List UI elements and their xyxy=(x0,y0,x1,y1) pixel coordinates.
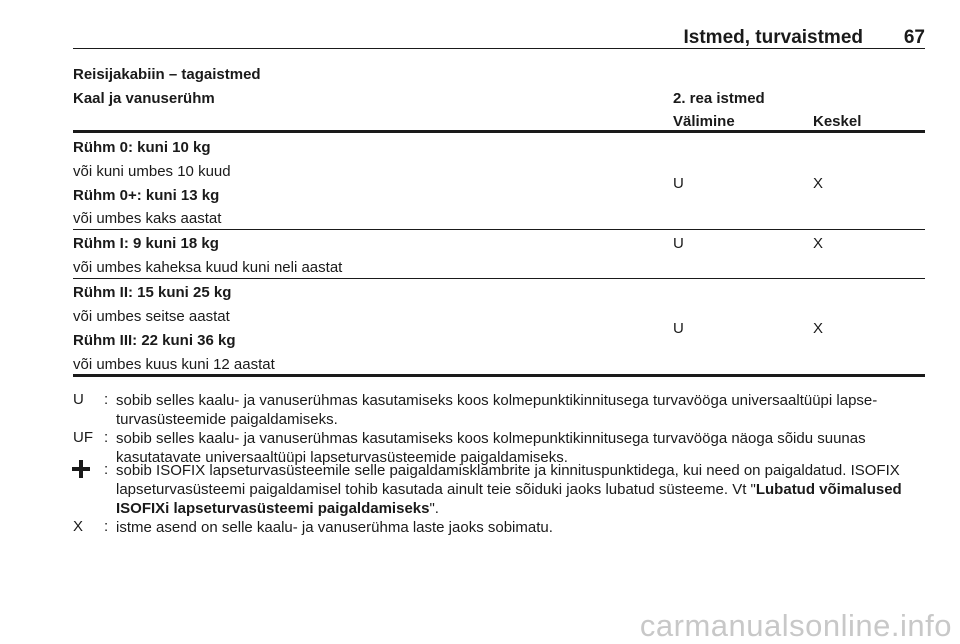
column-header-second-row-seats: 2. rea istmed xyxy=(673,90,765,107)
middle-seat-value: X xyxy=(813,320,824,337)
page-header xyxy=(73,24,925,49)
age-description: või umbes kaheksa kuud kuni neli aastat xyxy=(73,259,343,276)
isofix-text-part1: sobib ISOFIX lapseturvasüsteemile selle paigaldamisklambrite ja kinnituspunktidega, kui need on paigaldatud. ISOFIX lapseturvasüsteemi paigaldamisel tohib kasutada ainult teie sõiduki jaoks lubatud süsteeme. Vt " xyxy=(116,462,900,498)
legend-key-uf: UF xyxy=(73,429,93,446)
table-bottom-rule xyxy=(73,374,925,377)
legend-text-u: sobib selles kaalu- ja vanuserühmas kasutamiseks koos kolmepunktikinnitusega turvavööga universaaltüüpi lapseturvasüsteemide paigaldamiseks. xyxy=(116,392,878,428)
legend-separator: : xyxy=(104,429,109,446)
age-description: või umbes kaks aastat xyxy=(73,210,222,227)
isofix-plus-icon xyxy=(72,460,90,478)
legend-key-x: X xyxy=(73,518,84,535)
table-header-rule xyxy=(73,130,925,133)
legend-separator: : xyxy=(104,461,109,478)
legend-text-uf: sobib selles kaalu- ja vanuserühmas kasutamiseks koos kolmepunktikinnitusega turvavööga näoga sõidu suunas kasutatavate universaaltüüpi lapseturvasüsteemide paigaldamiseks. xyxy=(116,430,866,466)
watermark: carmanualsonline.info xyxy=(639,608,952,643)
middle-seat-value: X xyxy=(813,175,824,192)
outer-seat-value: U xyxy=(673,320,684,337)
page-number: 67 xyxy=(903,27,925,48)
column-header-middle-seat: Keskel xyxy=(813,113,862,130)
legend-text-isofix xyxy=(116,461,926,518)
legend-key-u: U xyxy=(73,391,84,408)
weight-group-label: Rühm II: 15 kuni 25 kg xyxy=(73,284,232,301)
age-description: või kuni umbes 10 kuud xyxy=(73,163,231,180)
column-header-weight-group: Kaal ja vanuserühm xyxy=(73,90,215,107)
outer-seat-value: U xyxy=(673,235,684,252)
section-title: Reisijakabiin – tagaistmed xyxy=(73,66,261,83)
weight-group-label: Rühm 0+: kuni 13 kg xyxy=(73,187,220,204)
column-header-outer-seat: Välimine xyxy=(673,113,735,130)
weight-group-label: Rühm I: 9 kuni 18 kg xyxy=(73,235,219,252)
isofix-reference-link[interactable]: Lubatud võimalused ISOFIXi lapseturvasüsteemi paigaldamiseks xyxy=(116,481,902,517)
row-divider xyxy=(73,278,925,279)
legend-separator: : xyxy=(104,518,109,535)
legend-separator: : xyxy=(104,391,109,408)
age-description: või umbes seitse aastat xyxy=(73,308,230,325)
isofix-text-part2: ". xyxy=(429,500,439,517)
legend-text-x: istme asend on selle kaalu- ja vanuserühma laste jaoks sobimatu. xyxy=(116,519,553,536)
header-title: Istmed, turvaistmed xyxy=(683,27,863,48)
age-description: või umbes kuus kuni 12 aastat xyxy=(73,356,275,373)
weight-group-label: Rühm 0: kuni 10 kg xyxy=(73,139,211,156)
outer-seat-value: U xyxy=(673,175,684,192)
weight-group-label: Rühm III: 22 kuni 36 kg xyxy=(73,332,236,349)
middle-seat-value: X xyxy=(813,235,824,252)
row-divider xyxy=(73,229,925,230)
